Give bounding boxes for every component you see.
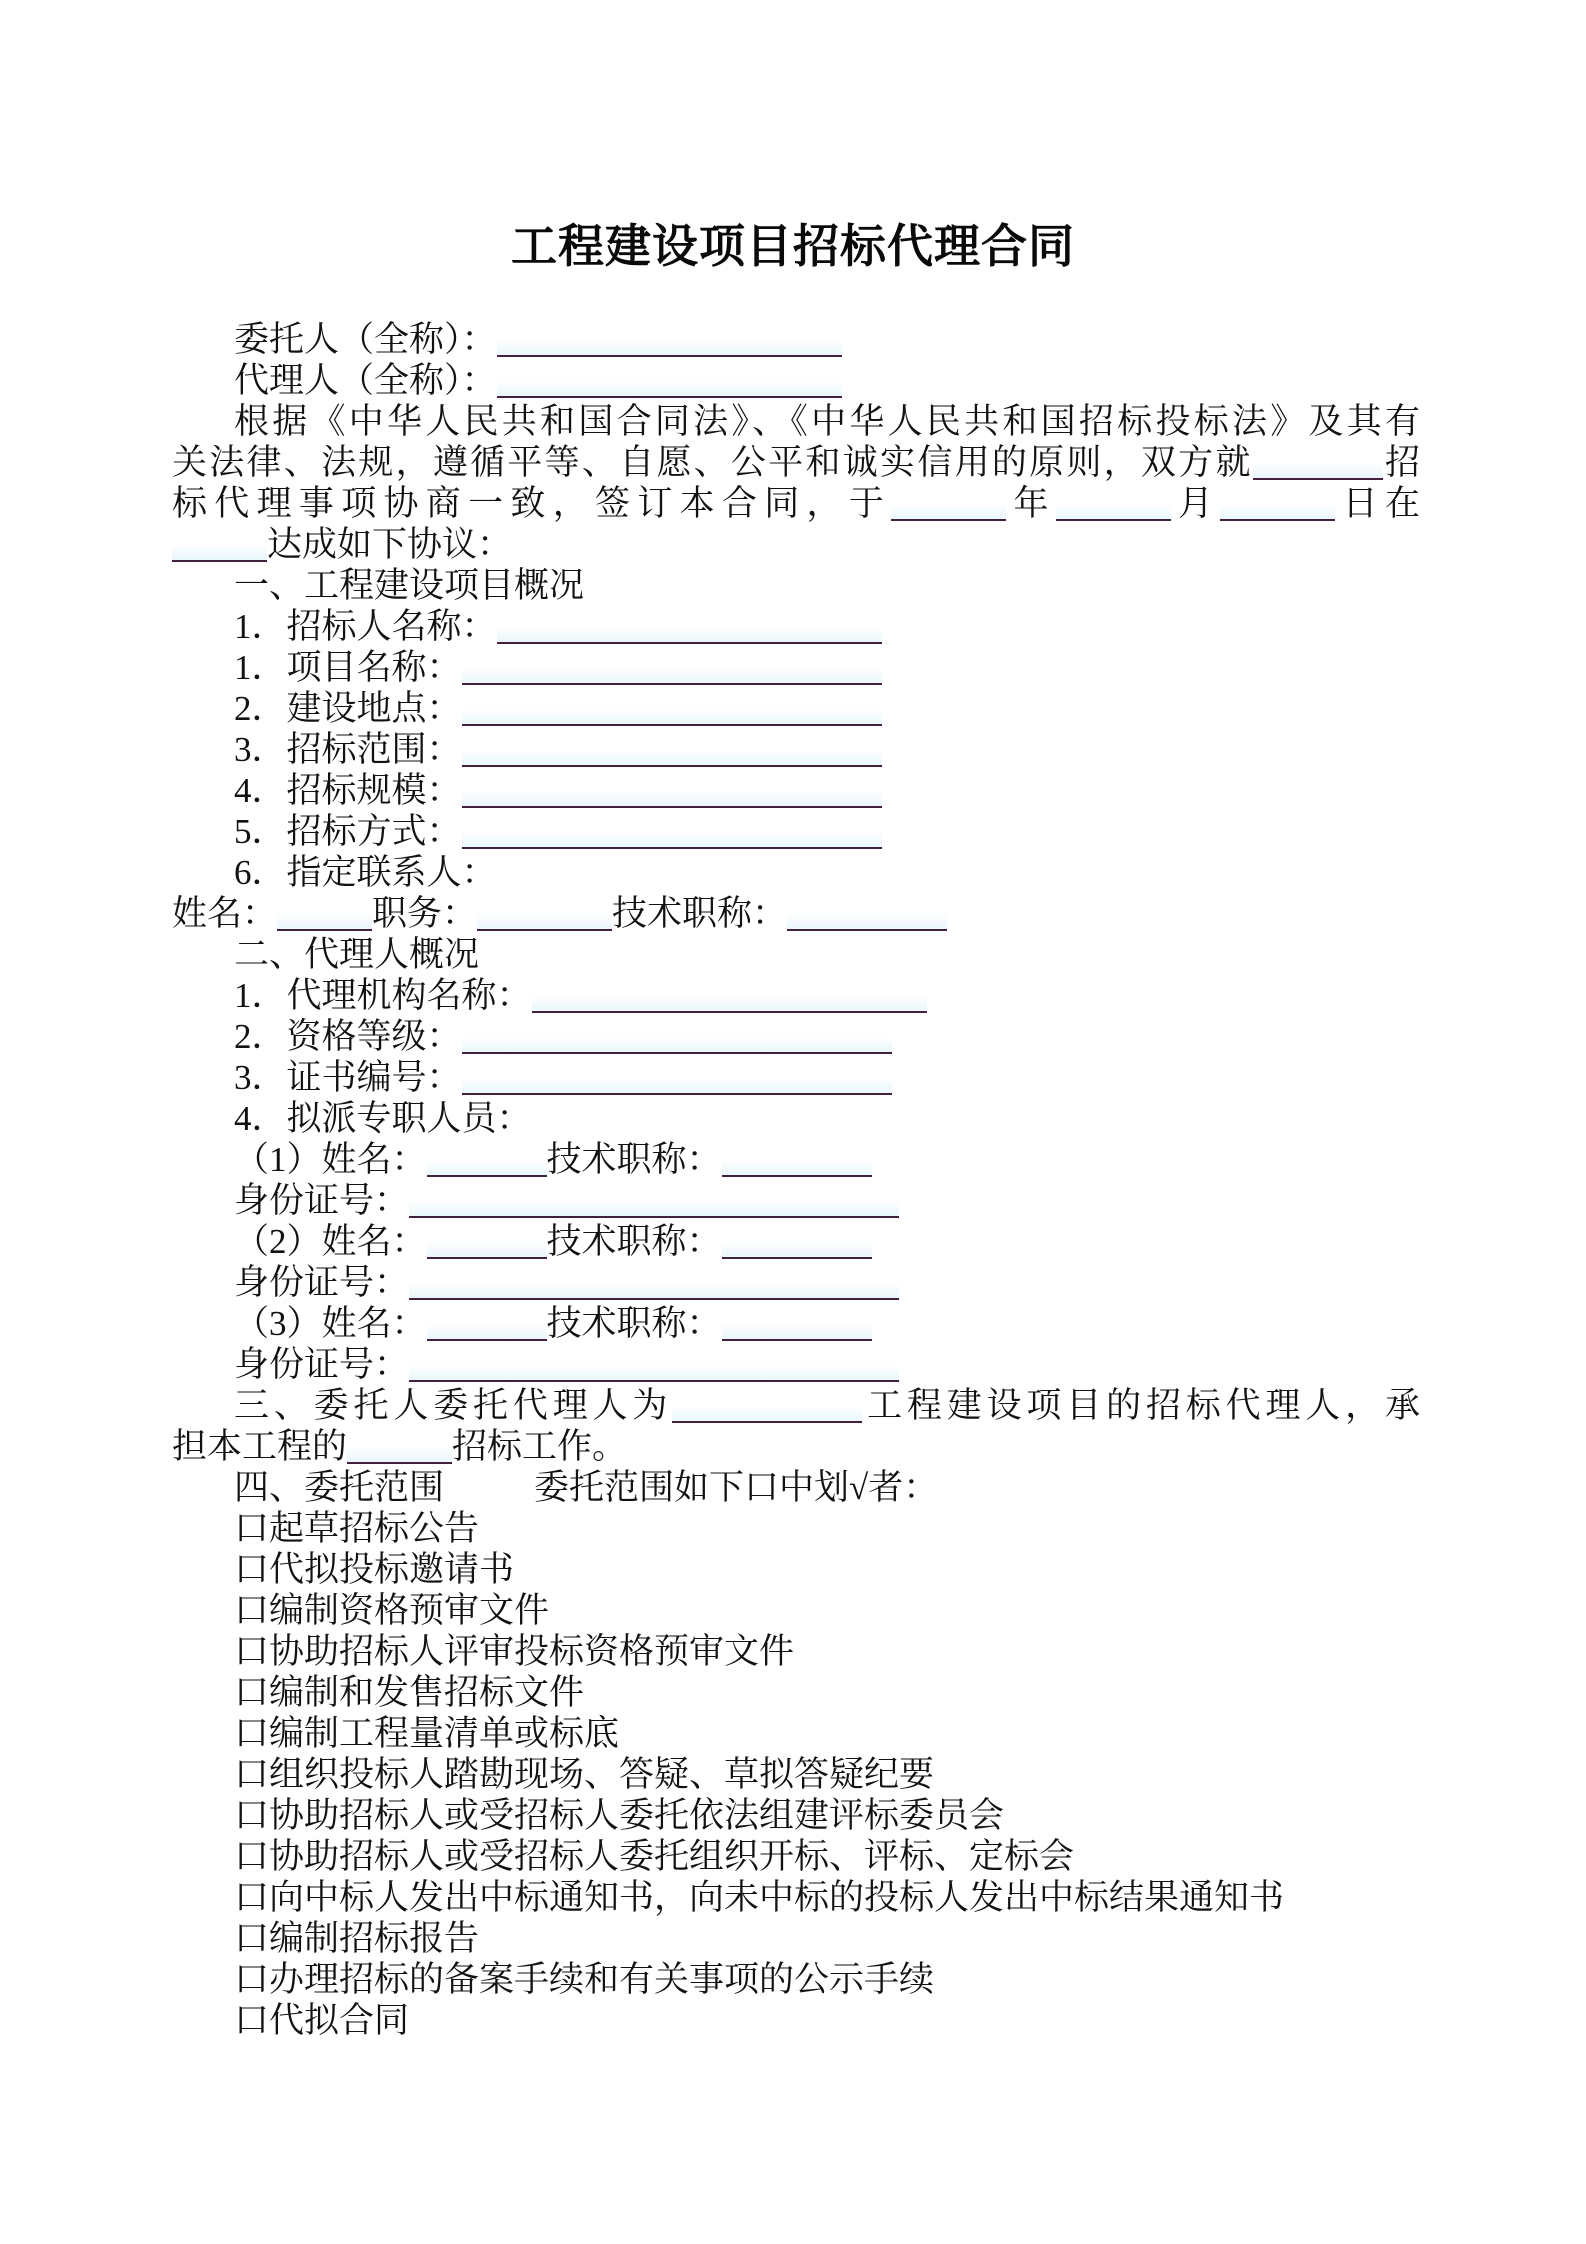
blank-field[interactable]	[427, 1305, 547, 1341]
checkbox-label: 协助招标人或受招标人委托组织开标、评标、定标会	[269, 1836, 1075, 1876]
blank-field[interactable]	[722, 1305, 872, 1341]
text-segment: 达成如下协议：	[267, 524, 513, 564]
blank-field[interactable]	[722, 1223, 872, 1259]
checkbox-glyph[interactable]: 口	[234, 1877, 270, 1917]
spacing-gap	[444, 1498, 534, 1499]
blank-field[interactable]	[532, 977, 927, 1013]
text-segment: 1．项目名称：	[234, 647, 462, 687]
qualification-grade-line	[172, 1016, 1420, 1057]
text-segment: 2．建设地点：	[234, 688, 462, 728]
text-segment: 4．拟派专职人员：	[234, 1098, 532, 1138]
checkbox-glyph[interactable]: 口	[234, 1672, 270, 1712]
tender-scope-line	[172, 729, 1420, 770]
checkbox-label: 办理招标的备案手续和有关事项的公示手续	[269, 1959, 935, 1999]
agency-name-line	[172, 975, 1420, 1016]
text-segment: 年	[1006, 483, 1056, 523]
blank-field[interactable]	[672, 1387, 862, 1423]
text-segment: （2）姓名：	[234, 1221, 427, 1261]
text-segment: 2．资格等级：	[234, 1016, 462, 1056]
project-name-line	[172, 647, 1420, 688]
section4-heading	[172, 1467, 1420, 1508]
agent-line	[172, 360, 1420, 401]
text-segment: 担本工程的	[172, 1426, 348, 1466]
preamble-line-4	[172, 524, 1420, 565]
checkbox-glyph[interactable]: 口	[234, 1590, 270, 1630]
scope-item-8	[172, 1795, 1420, 1836]
text-segment: 工程建设项目的招标代理人，承	[862, 1385, 1420, 1425]
designated-contact-line	[172, 852, 1420, 893]
checkbox-label: 编制和发售招标文件	[269, 1672, 585, 1712]
construction-site-line	[172, 688, 1420, 729]
document-body	[0, 319, 1586, 2041]
preamble-line-3	[172, 483, 1420, 524]
text-segment: 姓名：	[172, 893, 278, 933]
certificate-number-line	[172, 1057, 1420, 1098]
text-segment: 技术职称：	[546, 1303, 722, 1343]
blank-field[interactable]	[462, 772, 882, 808]
assigned-staff-line	[172, 1098, 1420, 1139]
checkbox-glyph[interactable]: 口	[234, 1631, 270, 1671]
blank-field[interactable]	[497, 608, 882, 644]
text-segment: 身份证号：	[234, 1344, 410, 1384]
checkbox-glyph[interactable]: 口	[234, 1508, 270, 1548]
blank-field[interactable]	[1220, 485, 1335, 521]
text-segment: 5．招标方式：	[234, 811, 462, 851]
scope-item-6	[172, 1713, 1420, 1754]
checkbox-glyph[interactable]: 口	[234, 1713, 270, 1753]
text-segment: 3．证书编号：	[234, 1057, 462, 1097]
text-segment: 招	[1382, 442, 1420, 482]
text-segment: 一、工程建设项目概况	[234, 565, 585, 605]
text-segment: 委托范围如下口中划√者：	[534, 1467, 939, 1507]
blank-field[interactable]	[347, 1428, 452, 1464]
text-segment: 招标工作。	[452, 1426, 628, 1466]
scope-item-1	[172, 1508, 1420, 1549]
text-segment: 4．招标规模：	[234, 770, 462, 810]
checkbox-label: 编制工程量清单或标底	[269, 1713, 620, 1753]
text-segment: 职务：	[372, 893, 478, 933]
staff1-line	[172, 1139, 1420, 1180]
text-segment: 代理人（全称）：	[234, 360, 497, 400]
scope-item-10	[172, 1877, 1420, 1918]
blank-field[interactable]	[462, 731, 882, 767]
blank-field[interactable]	[462, 649, 882, 685]
checkbox-label: 向中标人发出中标通知书，向未中标的投标人发出中标结果通知书	[269, 1877, 1285, 1917]
blank-field[interactable]	[409, 1346, 899, 1382]
text-segment: 6．指定联系人：	[234, 852, 497, 892]
checkbox-label: 代拟合同	[269, 2000, 410, 2040]
staff1-id-line	[172, 1180, 1420, 1221]
tender-method-line	[172, 811, 1420, 852]
consignor-line	[172, 319, 1420, 360]
blank-field[interactable]	[462, 1018, 892, 1054]
checkbox-label: 起草招标公告	[269, 1508, 480, 1548]
text-segment: 根据《中华人民共和国合同法》、《中华人民共和国招标投标法》及其有	[234, 401, 1420, 441]
blank-field[interactable]	[427, 1141, 547, 1177]
section3-line-2	[172, 1426, 1420, 1467]
staff2-line	[172, 1221, 1420, 1262]
staff3-line	[172, 1303, 1420, 1344]
section2-heading	[172, 934, 1420, 975]
section3-line-1	[172, 1385, 1420, 1426]
text-segment: 日在	[1335, 483, 1420, 523]
text-segment: 技术职称：	[612, 893, 788, 933]
text-segment: 1．代理机构名称：	[234, 975, 532, 1015]
text-segment: 身份证号：	[234, 1180, 410, 1220]
tender-scale-line	[172, 770, 1420, 811]
checkbox-glyph[interactable]: 口	[234, 1918, 270, 1958]
checkbox-label: 协助招标人评审投标资格预审文件	[269, 1631, 795, 1671]
blank-field[interactable]	[722, 1141, 872, 1177]
scope-item-5	[172, 1672, 1420, 1713]
text-segment: 身份证号：	[234, 1262, 410, 1302]
checkbox-label: 协助招标人或受招标人委托依法组建评标委员会	[269, 1795, 1005, 1835]
checkbox-label: 代拟投标邀请书	[269, 1549, 515, 1589]
text-segment: 关法律、法规，遵循平等、自愿、公平和诚实信用的原则，双方就	[172, 442, 1253, 482]
blank-field[interactable]	[277, 895, 372, 931]
scope-item-2	[172, 1549, 1420, 1590]
text-segment: 委托人（全称）：	[234, 319, 497, 359]
section1-heading	[172, 565, 1420, 606]
scope-item-13	[172, 2000, 1420, 2041]
blank-field[interactable]	[891, 485, 1006, 521]
blank-field[interactable]	[409, 1264, 899, 1300]
text-segment: 3．招标范围：	[234, 729, 462, 769]
blank-field[interactable]	[172, 526, 267, 562]
blank-field[interactable]	[427, 1223, 547, 1259]
text-segment: （3）姓名：	[234, 1303, 427, 1343]
scope-item-4	[172, 1631, 1420, 1672]
blank-field[interactable]	[787, 895, 947, 931]
text-segment: 1．招标人名称：	[234, 606, 497, 646]
blank-field[interactable]	[462, 1059, 892, 1095]
text-segment: 月	[1170, 483, 1221, 523]
blank-field[interactable]	[1056, 485, 1171, 521]
checkbox-label: 编制招标报告	[269, 1918, 480, 1958]
staff2-id-line	[172, 1262, 1420, 1303]
checkbox-glyph[interactable]: 口	[234, 2000, 270, 2040]
scope-item-12	[172, 1959, 1420, 2000]
checkbox-label: 组织投标人踏勘现场、答疑、草拟答疑纪要	[269, 1754, 935, 1794]
blank-field[interactable]	[497, 321, 842, 357]
scope-item-7	[172, 1754, 1420, 1795]
text-segment: 技术职称：	[546, 1221, 722, 1261]
contact-detail-line	[172, 893, 1420, 934]
scope-item-11	[172, 1918, 1420, 1959]
blank-field[interactable]	[462, 813, 882, 849]
blank-field[interactable]	[462, 690, 882, 726]
checkbox-glyph[interactable]: 口	[234, 1959, 270, 1999]
text-segment: 标代理事项协商一致，签订本合同，于	[172, 483, 892, 523]
checkbox-glyph[interactable]: 口	[234, 1549, 270, 1589]
blank-field[interactable]	[477, 895, 612, 931]
preamble-line-1	[172, 401, 1420, 442]
text-segment: 二、代理人概况	[234, 934, 480, 974]
checkbox-label: 编制资格预审文件	[269, 1590, 550, 1630]
preamble-line-2	[172, 442, 1420, 483]
tenderee-name-line	[172, 606, 1420, 647]
checkbox-glyph[interactable]: 口	[234, 1795, 270, 1835]
text-segment: （1）姓名：	[234, 1139, 427, 1179]
scope-item-9	[172, 1836, 1420, 1877]
checkbox-glyph[interactable]: 口	[234, 1836, 270, 1876]
staff3-id-line	[172, 1344, 1420, 1385]
scope-item-3	[172, 1590, 1420, 1631]
text-segment: 技术职称：	[546, 1139, 722, 1179]
blank-field[interactable]	[497, 362, 842, 398]
blank-field[interactable]	[409, 1182, 899, 1218]
document-title: 工程建设项目招标代理合同	[511, 220, 1075, 272]
text-segment: 四、委托范围	[234, 1467, 445, 1507]
text-segment: 三、委托人委托代理人为	[234, 1385, 673, 1425]
blank-field[interactable]	[1253, 444, 1383, 480]
checkbox-glyph[interactable]: 口	[234, 1754, 270, 1794]
